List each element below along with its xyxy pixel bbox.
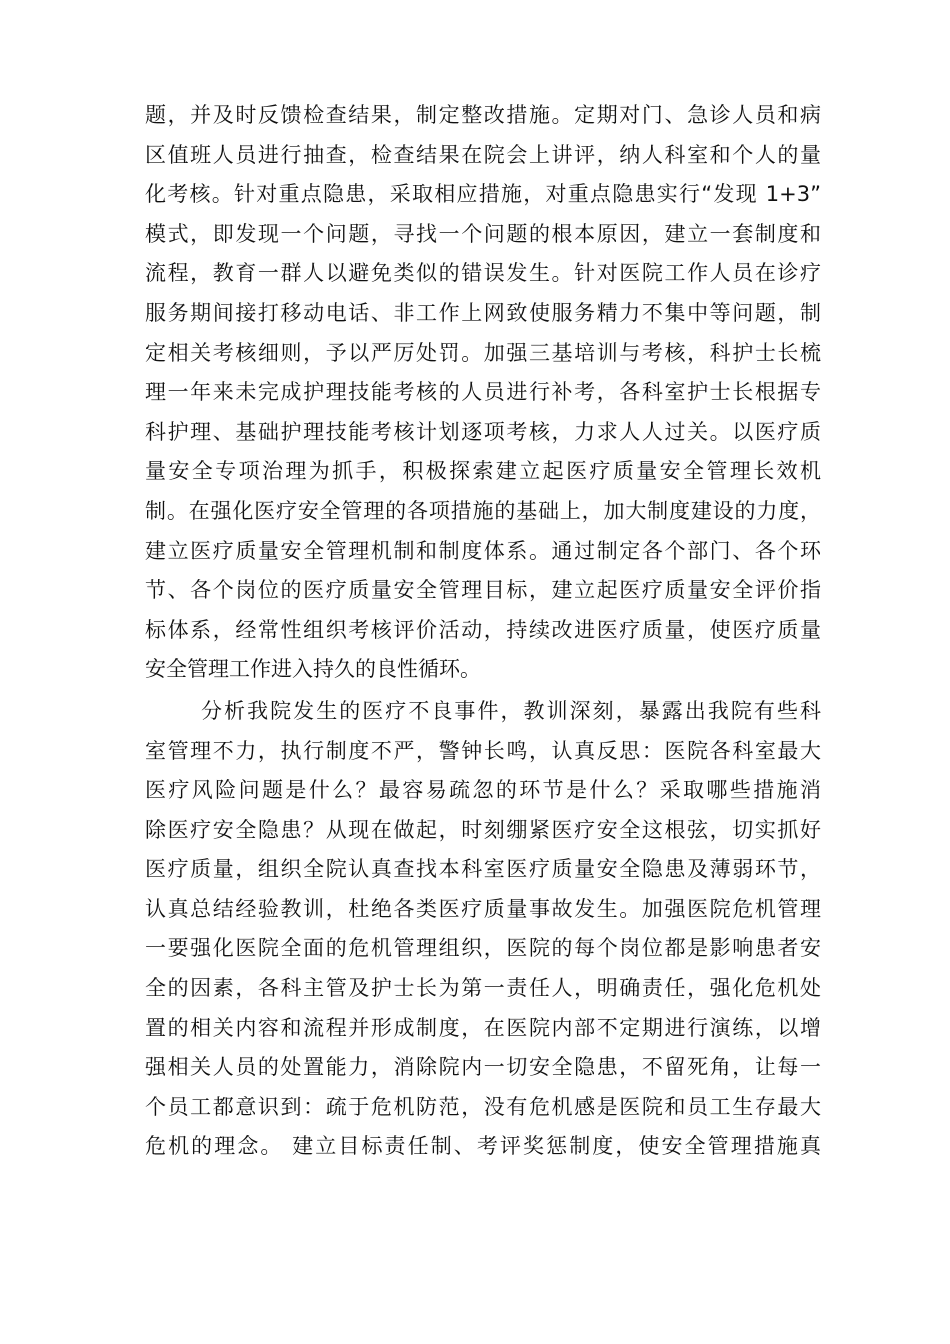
text-line: 量安全专项治理为抓手，积极探索建立起医疗质量安全管理长效机 xyxy=(145,459,821,484)
text-line: 制。在强化医疗安全管理的各项措施的基础上，加大制度建设的力度， xyxy=(145,498,821,523)
text-line: 科护理、基础护理技能考核计划逐项考核，力求人人过关。以医疗质 xyxy=(145,419,821,444)
paragraph-1 xyxy=(145,96,821,690)
text-line: 分析我院发生的医疗不良事件，教训深刻，暴露出我院有些科 xyxy=(201,698,821,723)
text-line: 建立医疗质量安全管理机制和制度体系。通过制定各个部门、各个环 xyxy=(145,538,821,563)
text-line: 室管理不力，执行制度不严，警钟长鸣，认真反思：医院各科室最大 xyxy=(145,738,821,763)
body-text xyxy=(145,96,821,1167)
text-line: 安全管理工作进入持久的良性循环。 xyxy=(145,657,481,682)
text-line: 置的相关内容和流程并形成制度，在医院内部不定期进行演练，以增 xyxy=(145,1015,821,1040)
text-line: 节、各个岗位的医疗质量安全管理目标，建立起医疗质量安全评价指 xyxy=(145,578,821,603)
text-line: 全的因素，各科主管及护士长为第一责任人，明确责任，强化危机处 xyxy=(145,976,821,1001)
text-line: 医疗质量，组织全院认真查找本科室医疗质量安全隐患及薄弱环节， xyxy=(145,857,821,882)
text-line: 标体系，经常性组织考核评价活动，持续改进医疗质量，使医疗质量 xyxy=(145,617,821,642)
text-line: 定相关考核细则，予以严厉处罚。加强三基培训与考核，科护士长梳 xyxy=(145,340,821,365)
text-line: 认真总结经验教训，杜绝各类医疗质量事故发生。加强医院危机管理 xyxy=(145,896,821,921)
text-line: 服务期间接打移动电话、非工作上网致使服务精力不集中等问题，制 xyxy=(145,300,821,325)
text-line: 题，并及时反馈检查结果，制定整改措施。定期对门、急诊人员和病 xyxy=(145,103,821,127)
text-line: 理一年来未完成护理技能考核的人员进行补考，各科室护士长根据专 xyxy=(145,380,821,405)
paragraph-2 xyxy=(145,692,821,1167)
text-line: 一要强化医院全面的危机管理组织，医院的每个岗位都是影响患者安 xyxy=(145,936,821,961)
text-line: 模式，即发现一个问题，寻找一个问题的根本原因，建立一套制度和 xyxy=(145,221,821,246)
text-line: 危机的理念。 建立目标责任制、考评奖惩制度，使安全管理措施真 xyxy=(145,1134,821,1159)
text-line: 个员工都意识到：疏于危机防范，没有危机感是医院和员工生存最大 xyxy=(145,1094,821,1119)
text-line: 化考核。针对重点隐患，采取相应措施，对重点隐患实行“发现 1+3” xyxy=(145,182,821,207)
text-line: 流程，教育一群人以避免类似的错误发生。针对医院工作人员在诊疗 xyxy=(145,261,821,286)
text-line: 医疗风险问题是什么？最容易疏忽的环节是什么？采取哪些措施消 xyxy=(145,778,821,803)
text-line: 除医疗安全隐患？从现在做起，时刻绷紧医疗安全这根弦，切实抓好 xyxy=(145,817,821,842)
text-line: 强相关人员的处置能力，消除院内一切安全隐患，不留死角，让每一 xyxy=(145,1055,821,1080)
text-line: 区值班人员进行抽查，检查结果在院会上讲评，纳人科室和个人的量 xyxy=(145,142,821,167)
